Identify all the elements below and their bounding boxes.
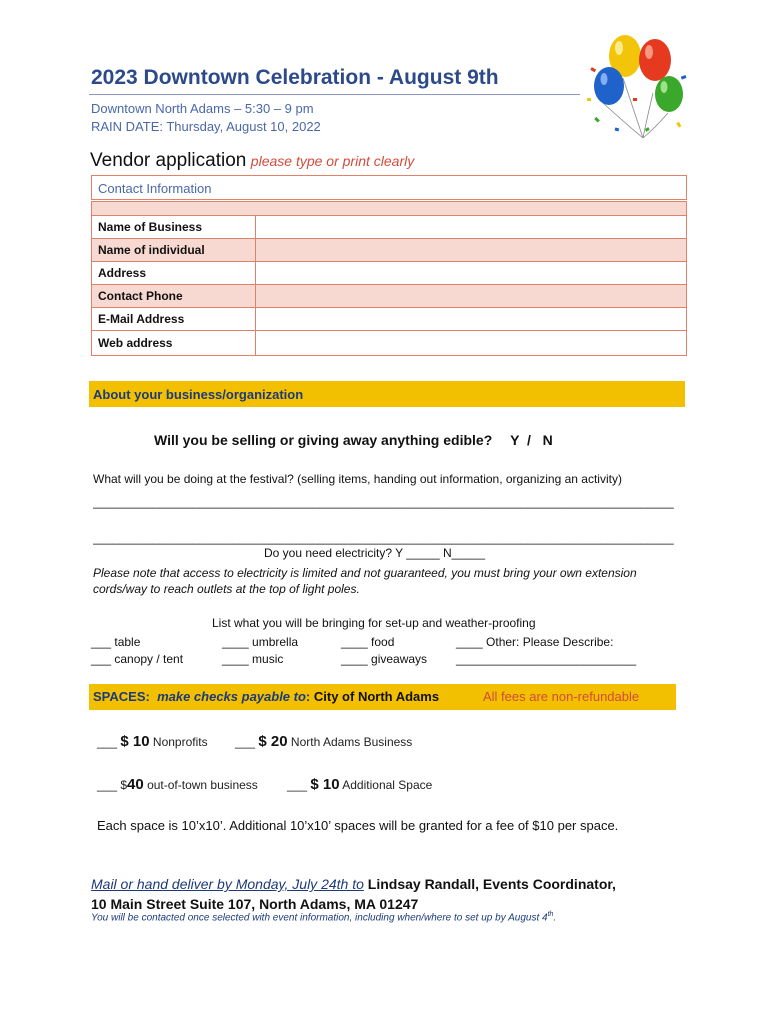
fee-blank: ___	[235, 735, 256, 749]
page-title: 2023 Downtown Celebration - August 9th	[91, 66, 499, 89]
mail-recipient: Lindsay Randall, Events Coordinator,	[367, 876, 616, 892]
edible-question-row	[154, 432, 553, 448]
fee-amount: $ 10	[310, 776, 340, 793]
electricity-note-line-1: Please note that access to electricity is limited and not guaranteed, you must bring your own extension	[93, 566, 637, 580]
contact-notice-text: You will be contacted once selected with event information, including when/where to set up by August 4	[91, 912, 548, 924]
field-label: Address	[92, 262, 256, 285]
edible-yn-choice[interactable]: Y / N	[510, 432, 553, 448]
fee-blank: ___	[287, 778, 308, 792]
fee-north-adams-business[interactable]	[235, 733, 412, 750]
item-other-description-line[interactable]: ___________________________	[456, 652, 637, 666]
fee-amount: $ 20	[258, 733, 288, 750]
contact-information-header: Contact Information	[91, 175, 687, 200]
about-heading: About your business/organization	[93, 387, 304, 402]
mail-instructions	[91, 874, 616, 914]
fee-amount: 40	[127, 776, 144, 793]
vendor-heading: Vendor application	[90, 150, 247, 171]
item-music[interactable]: ____ music	[222, 652, 284, 666]
balloons-icon	[585, 28, 690, 153]
contact-notice-end: .	[553, 912, 557, 924]
spaces-section-bar	[89, 684, 676, 710]
vendor-application-heading	[90, 150, 414, 172]
contact-phone-input[interactable]	[256, 285, 687, 308]
payee-name: City of North Adams	[313, 689, 440, 704]
field-label: Contact Phone	[92, 285, 256, 308]
rain-date: RAIN DATE: Thursday, August 10, 2022	[91, 119, 321, 134]
contact-notice-sup: th	[547, 911, 554, 918]
item-canopy[interactable]: ___ canopy / tent	[91, 652, 184, 666]
fee-label: Nonprofits	[152, 735, 208, 749]
fee-label: out-of-town business	[147, 778, 258, 792]
spaces-payable-line	[93, 689, 439, 704]
contact-table	[91, 201, 687, 356]
address-input[interactable]	[256, 262, 687, 285]
field-label: Name of Business	[92, 216, 256, 239]
vendor-instruction: please type or print clearly	[250, 153, 415, 169]
item-umbrella[interactable]: ____ umbrella	[222, 635, 299, 649]
event-time: Downtown North Adams – 5:30 – 9 pm	[91, 101, 314, 116]
field-label: E-Mail Address	[92, 308, 256, 331]
fee-label: Additional Space	[342, 778, 433, 792]
item-other[interactable]: ____ Other: Please Describe:	[456, 635, 614, 649]
electricity-question[interactable]: Do you need electricity? Y _____ N_____	[264, 546, 486, 560]
electricity-note-line-2: cords/way to reach outlets at the top of light poles.	[93, 582, 360, 596]
business-name-input[interactable]	[256, 216, 687, 239]
web-address-input[interactable]	[256, 331, 687, 356]
fee-label: North Adams Business	[290, 735, 413, 749]
fee-blank: ___ $	[97, 778, 128, 792]
about-section-bar	[89, 381, 685, 407]
fee-additional-space[interactable]	[287, 776, 432, 793]
mail-address: 10 Main Street Suite 107, North Adams, MA 01247	[91, 896, 419, 912]
payable-colon: :	[305, 689, 311, 704]
fee-nonprofit[interactable]	[97, 733, 208, 750]
contact-notice	[91, 911, 556, 923]
fee-blank: ___	[97, 735, 118, 749]
mail-deadline: Mail or hand deliver by Monday, July 24th to	[91, 876, 364, 892]
activity-answer-line-2[interactable]: _______________________________________________________________________________________	[93, 531, 674, 545]
field-label: Web address	[92, 331, 256, 356]
contact-spacer-row	[92, 202, 687, 216]
activity-answer-line-1[interactable]: _______________________________________________________________________________________	[93, 495, 674, 509]
festival-activity-question: What will you be doing at the festival? (selling items, handing out information, organizing an activity)	[93, 472, 622, 486]
fee-amount: $ 10	[120, 733, 150, 750]
email-input[interactable]	[256, 308, 687, 331]
item-table[interactable]: ___ table	[91, 635, 141, 649]
fee-out-of-town[interactable]	[97, 776, 258, 793]
item-food[interactable]: ____ food	[341, 635, 395, 649]
edible-question: Will you be selling or giving away anything edible?	[154, 432, 493, 448]
field-label: Name of individual	[92, 239, 256, 262]
electricity-note	[93, 565, 693, 597]
non-refundable-note: All fees are non-refundable	[483, 689, 640, 704]
setup-list-heading: List what you will be bringing for set-up and weather-proofing	[212, 616, 536, 630]
spaces-label: SPACES:	[93, 689, 150, 704]
space-size-note: Each space is 10’x10’. Additional 10’x10’ spaces will be granted for a fee of $10 per space.	[97, 818, 619, 833]
individual-name-input[interactable]	[256, 239, 687, 262]
title-divider	[89, 94, 580, 95]
checks-payable-text: make checks payable to	[157, 689, 306, 704]
item-giveaways[interactable]: ____ giveaways	[341, 652, 428, 666]
